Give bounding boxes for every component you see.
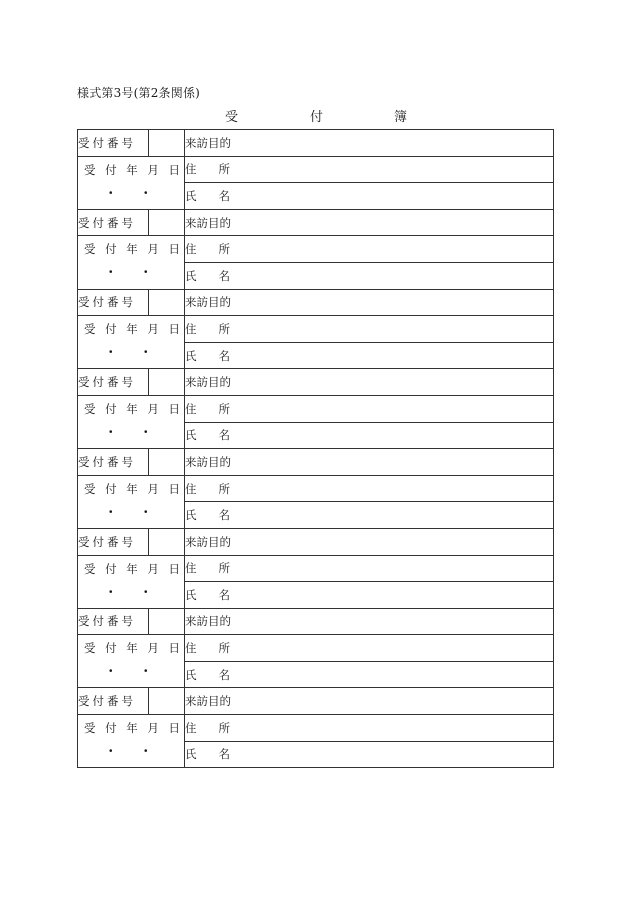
receipt-date-label-char: 日 (168, 641, 180, 656)
receipt-date-label (84, 401, 180, 417)
receipt-date-field[interactable] (78, 555, 185, 608)
receipt-number-label: 受付番号 (78, 528, 149, 555)
date-separators (105, 424, 155, 439)
date-separator: ・ (140, 345, 152, 360)
receipt-date-label-char: 月 (147, 162, 159, 177)
receipt-date-label-char: 受 (84, 721, 96, 736)
date-separator: ・ (140, 265, 152, 280)
visit-purpose-field[interactable] (185, 369, 554, 396)
receipt-date-label-char: 年 (126, 242, 138, 257)
entry-row-number (78, 528, 554, 555)
address-label (185, 401, 230, 417)
receipt-date-label-char: 年 (126, 721, 138, 736)
visit-purpose-label: 来訪目的 (185, 694, 231, 709)
name-label-char: 名 (218, 428, 230, 443)
receipt-date-label-char: 受 (84, 401, 96, 416)
visit-purpose-field[interactable] (185, 449, 554, 476)
receipt-date-label-char: 年 (126, 481, 138, 496)
entry-row-address (78, 316, 554, 343)
visit-purpose-field[interactable] (185, 688, 554, 715)
form-id: 様式第3号(第2条関係) (77, 86, 201, 100)
address-label-char: 所 (218, 401, 230, 416)
receipt-number-field[interactable] (149, 449, 185, 476)
title-char: 受 (225, 110, 239, 125)
visit-purpose-field[interactable] (185, 130, 554, 157)
receipt-date-label-char: 付 (105, 721, 117, 736)
title-char: 付 (310, 110, 324, 125)
entry-row-address (78, 236, 554, 263)
receipt-date-label-char: 年 (126, 641, 138, 656)
receipt-date-label-char: 日 (168, 162, 180, 177)
receipt-date-label-char: 付 (105, 481, 117, 496)
date-separator: ・ (140, 185, 152, 200)
address-field[interactable] (185, 475, 554, 502)
receipt-number-label: 受付番号 (78, 449, 149, 476)
address-label-char: 所 (218, 481, 230, 496)
receipt-date-label-char: 年 (126, 162, 138, 177)
name-label-char: 名 (218, 348, 230, 363)
visit-purpose-field[interactable] (185, 289, 554, 316)
receipt-number-label: 受付番号 (78, 688, 149, 715)
date-separator: ・ (105, 345, 117, 360)
receipt-date-label (84, 241, 180, 257)
receipt-date-label-char: 月 (147, 401, 159, 416)
name-label-char: 名 (218, 747, 230, 762)
date-separators (105, 185, 155, 200)
date-separators (105, 345, 155, 360)
receipt-date-label (84, 481, 180, 497)
address-field[interactable] (185, 395, 554, 422)
receipt-date-label (84, 162, 180, 178)
receipt-date-field[interactable] (78, 635, 185, 688)
name-field[interactable] (185, 342, 554, 369)
receipt-date-label-char: 日 (168, 721, 180, 736)
address-label (185, 640, 230, 656)
entry-row-number (78, 209, 554, 236)
name-label (185, 507, 230, 523)
address-label-char: 所 (218, 561, 230, 576)
entry-row-address (78, 156, 554, 183)
receipt-date-label-char: 受 (84, 322, 96, 337)
receipt-date-field[interactable] (78, 475, 185, 528)
receipt-date-label (84, 640, 180, 656)
name-label-char: 名 (218, 508, 230, 523)
receipt-date-field[interactable] (78, 715, 185, 768)
name-label-char: 名 (218, 667, 230, 682)
address-label-char: 住 (185, 162, 197, 177)
receipt-date-field[interactable] (78, 395, 185, 448)
receipt-date-label-char: 日 (168, 242, 180, 257)
date-separators (105, 664, 155, 679)
date-separators (105, 504, 155, 519)
date-separators (105, 584, 155, 599)
name-label-char: 氏 (185, 747, 197, 762)
name-field[interactable] (185, 262, 554, 289)
name-field[interactable] (185, 502, 554, 529)
receipt-date-label-char: 日 (168, 322, 180, 337)
name-label-char: 氏 (185, 348, 197, 363)
address-field[interactable] (185, 316, 554, 343)
date-separator: ・ (105, 424, 117, 439)
address-label (185, 560, 230, 576)
address-field[interactable] (185, 715, 554, 742)
entry-row-address (78, 555, 554, 582)
entry-row-number (78, 688, 554, 715)
receipt-date-field[interactable] (78, 236, 185, 289)
address-label-char: 住 (185, 641, 197, 656)
document-title (0, 106, 630, 126)
receipt-date-label-char: 付 (105, 242, 117, 257)
name-label-char: 氏 (185, 508, 197, 523)
name-field[interactable] (185, 661, 554, 688)
address-label-char: 住 (185, 242, 197, 257)
date-separators (105, 744, 155, 759)
receipt-number-field[interactable] (149, 608, 185, 635)
entry-row-number (78, 608, 554, 635)
address-label-char: 所 (218, 321, 230, 336)
visit-purpose-label: 来訪目的 (185, 534, 231, 549)
address-field[interactable] (185, 236, 554, 263)
name-label-char: 名 (218, 188, 230, 203)
receipt-number-label: 受付番号 (78, 130, 149, 157)
receipt-number-label: 受付番号 (78, 369, 149, 396)
date-separator: ・ (140, 424, 152, 439)
address-field[interactable] (185, 635, 554, 662)
name-label (185, 746, 230, 762)
date-separators (105, 265, 155, 280)
visit-purpose-field[interactable] (185, 608, 554, 635)
address-label (185, 321, 230, 337)
name-label-char: 氏 (185, 587, 197, 602)
date-separator: ・ (140, 584, 152, 599)
name-label-char: 氏 (185, 428, 197, 443)
address-label-char: 住 (185, 481, 197, 496)
receipt-date-label-char: 月 (147, 641, 159, 656)
receipt-date-label-char: 日 (168, 481, 180, 496)
name-label (185, 587, 230, 603)
date-separator: ・ (105, 185, 117, 200)
receipt-date-label-char: 月 (147, 322, 159, 337)
receipt-number-field[interactable] (149, 130, 185, 157)
receipt-number-field[interactable] (149, 528, 185, 555)
address-label-char: 住 (185, 720, 197, 735)
receipt-date-label-char: 付 (105, 401, 117, 416)
receipt-date-label-char: 受 (84, 641, 96, 656)
receipt-number-field[interactable] (149, 688, 185, 715)
date-separator: ・ (105, 584, 117, 599)
entry-row-number (78, 369, 554, 396)
name-label (185, 268, 230, 284)
address-label (185, 720, 230, 736)
name-label-char: 名 (218, 587, 230, 602)
address-label-char: 所 (218, 641, 230, 656)
visit-purpose-label: 来訪目的 (185, 614, 231, 629)
receipt-date-label (84, 561, 180, 577)
date-separator: ・ (105, 664, 117, 679)
visit-purpose-field[interactable] (185, 209, 554, 236)
entry-row-number (78, 449, 554, 476)
entry-row-number (78, 289, 554, 316)
entry-row-address (78, 635, 554, 662)
receipt-date-label-char: 受 (84, 481, 96, 496)
date-separator: ・ (140, 504, 152, 519)
receipt-date-label-char: 年 (126, 561, 138, 576)
name-field[interactable] (185, 582, 554, 609)
name-field[interactable] (185, 741, 554, 768)
date-separator: ・ (105, 265, 117, 280)
name-label-char: 氏 (185, 268, 197, 283)
receipt-number-field[interactable] (149, 209, 185, 236)
receipt-date-label-char: 受 (84, 242, 96, 257)
visit-purpose-field[interactable] (185, 528, 554, 555)
receipt-number-label: 受付番号 (78, 209, 149, 236)
date-separator: ・ (140, 664, 152, 679)
address-field[interactable] (185, 156, 554, 183)
receipt-date-label-char: 月 (147, 242, 159, 257)
name-label (185, 188, 230, 204)
entry-row-address (78, 715, 554, 742)
address-label-char: 住 (185, 321, 197, 336)
receipt-date-field[interactable] (78, 316, 185, 369)
name-field[interactable] (185, 183, 554, 210)
title-char: 簿 (394, 110, 408, 125)
name-field[interactable] (185, 422, 554, 449)
date-separator: ・ (140, 744, 152, 759)
receipt-number-label: 受付番号 (78, 289, 149, 316)
receipt-date-label-char: 付 (105, 322, 117, 337)
receipt-date-label-char: 受 (84, 162, 96, 177)
receipt-number-field[interactable] (149, 369, 185, 396)
name-label (185, 667, 230, 683)
visit-purpose-label: 来訪目的 (185, 454, 231, 469)
visit-purpose-label: 来訪目的 (185, 295, 231, 310)
receipt-date-label-char: 年 (126, 401, 138, 416)
receipt-date-label-char: 月 (147, 481, 159, 496)
address-label-char: 所 (218, 162, 230, 177)
receipt-date-label-char: 付 (105, 162, 117, 177)
receipt-date-label-char: 月 (147, 561, 159, 576)
address-label (185, 241, 230, 257)
receipt-date-label-char: 付 (105, 561, 117, 576)
receipt-date-field[interactable] (78, 156, 185, 209)
name-label-char: 氏 (185, 667, 197, 682)
receipt-number-field[interactable] (149, 289, 185, 316)
receipt-date-label (84, 720, 180, 736)
visit-purpose-label: 来訪目的 (185, 375, 231, 390)
name-label-char: 名 (218, 268, 230, 283)
name-label (185, 427, 230, 443)
receipt-date-label-char: 日 (168, 401, 180, 416)
receipt-date-label-char: 年 (126, 322, 138, 337)
address-field[interactable] (185, 555, 554, 582)
address-label (185, 161, 230, 177)
name-label (185, 348, 230, 364)
address-label (185, 481, 230, 497)
visit-purpose-label: 来訪目的 (185, 215, 231, 230)
address-label-char: 住 (185, 401, 197, 416)
receipt-date-label-char: 日 (168, 561, 180, 576)
visit-purpose-label: 来訪目的 (185, 135, 231, 150)
address-label-char: 所 (218, 720, 230, 735)
entry-row-number (78, 130, 554, 157)
receipt-number-label: 受付番号 (78, 608, 149, 635)
entry-row-address (78, 395, 554, 422)
address-label-char: 住 (185, 561, 197, 576)
date-separator: ・ (105, 504, 117, 519)
receipt-date-label-char: 月 (147, 721, 159, 736)
reception-register-table (77, 129, 554, 768)
receipt-date-label-char: 付 (105, 641, 117, 656)
date-separator: ・ (105, 744, 117, 759)
receipt-date-label (84, 321, 180, 337)
address-label-char: 所 (218, 242, 230, 257)
receipt-date-label-char: 受 (84, 561, 96, 576)
name-label-char: 氏 (185, 188, 197, 203)
entry-row-address (78, 475, 554, 502)
